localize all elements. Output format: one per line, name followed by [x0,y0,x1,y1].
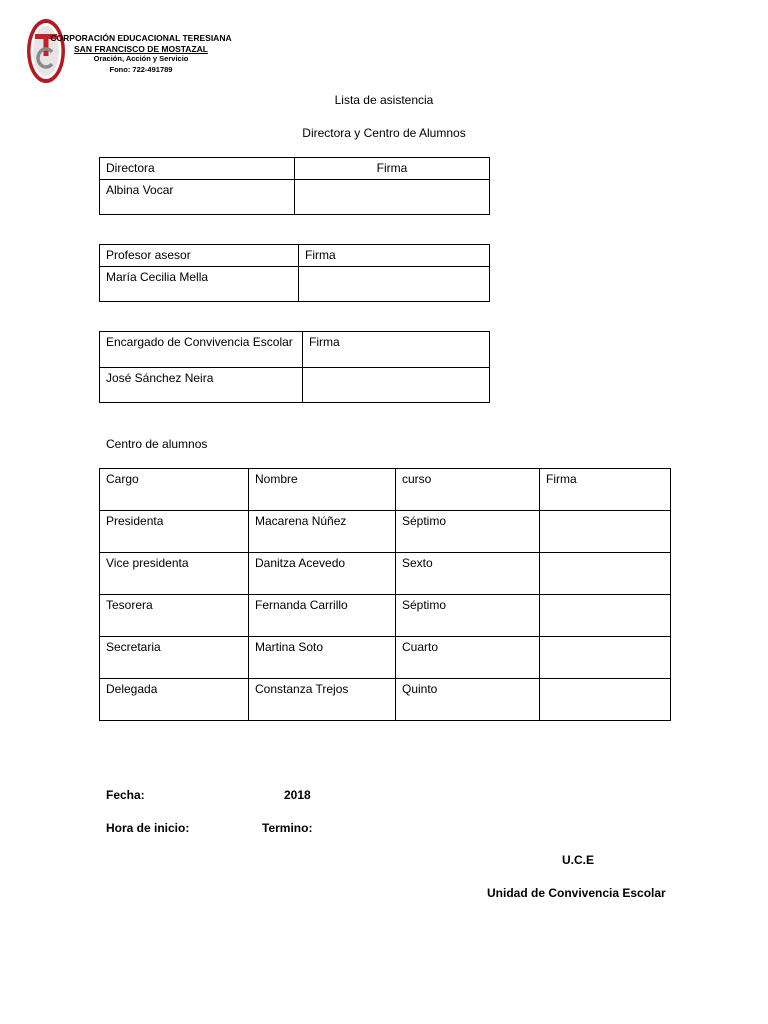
directora-name: Albina Vocar [100,180,295,215]
org-name: CORPORACIÓN EDUCACIONAL TERESIANA [50,33,232,43]
directora-table [99,157,490,215]
centro-heading: Centro de alumnos [106,437,208,451]
nombre-cell: Fernanda Carrillo [249,595,396,637]
uce-label: U.C.E [562,853,595,867]
hora-inicio-label: Hora de inicio: [106,821,190,835]
curso-cell: Sexto [396,553,540,595]
table-row [100,637,671,679]
cargo-cell: Presidenta [100,511,249,553]
table-row [100,595,671,637]
firma-header: Firma [303,332,490,368]
curso-cell: Séptimo [396,595,540,637]
curso-cell: Cuarto [396,637,540,679]
signature-cell [540,679,671,721]
organization-header [0,33,282,75]
cargo-cell: Tesorera [100,595,249,637]
encargado-table [99,331,490,403]
signature-cell [540,637,671,679]
org-motto: Oración, Acción y Servicio [93,54,189,63]
firma-header: Firma [299,245,490,267]
encargado-name: José Sánchez Neira [100,368,303,403]
document-title: Lista de asistencia [334,93,434,107]
table-row [100,511,671,553]
nombre-cell: Danitza Acevedo [249,553,396,595]
unidad-label: Unidad de Convivencia Escolar [487,886,666,900]
column-header: curso [396,469,540,511]
fecha-value: 2018 [284,788,311,802]
cargo-cell: Secretaria [100,637,249,679]
org-phone: Fono: 722-491789 [109,64,173,74]
nombre-cell: Macarena Núñez [249,511,396,553]
document-subtitle: Directora y Centro de Alumnos [302,126,466,140]
termino-label: Termino: [262,821,313,835]
table-row [100,679,671,721]
signature-cell [540,511,671,553]
signature-cell [540,595,671,637]
signature-cell [299,267,490,302]
svg-text:•: • [45,24,47,28]
curso-cell: Quinto [396,679,540,721]
profesor-table [99,244,490,302]
cargo-cell: Delegada [100,679,249,721]
table-row [100,553,671,595]
profesor-header: Profesor asesor [100,245,299,267]
column-header: Nombre [249,469,396,511]
encargado-header: Encargado de Convivencia Escolar [100,332,303,368]
nombre-cell: Martina Soto [249,637,396,679]
centro-table [99,468,671,721]
signature-cell [303,368,490,403]
org-location: SAN FRANCISCO DE MOSTAZAL [74,43,208,54]
directora-header: Directora [100,158,295,180]
column-header: Firma [540,469,671,511]
profesor-name: María Cecilia Mella [100,267,299,302]
curso-cell: Séptimo [396,511,540,553]
nombre-cell: Constanza Trejos [249,679,396,721]
cargo-cell: Vice presidenta [100,553,249,595]
firma-header: Firma [295,158,490,180]
column-header: Cargo [100,469,249,511]
fecha-label: Fecha: [106,788,145,802]
signature-cell [540,553,671,595]
signature-cell [295,180,490,215]
